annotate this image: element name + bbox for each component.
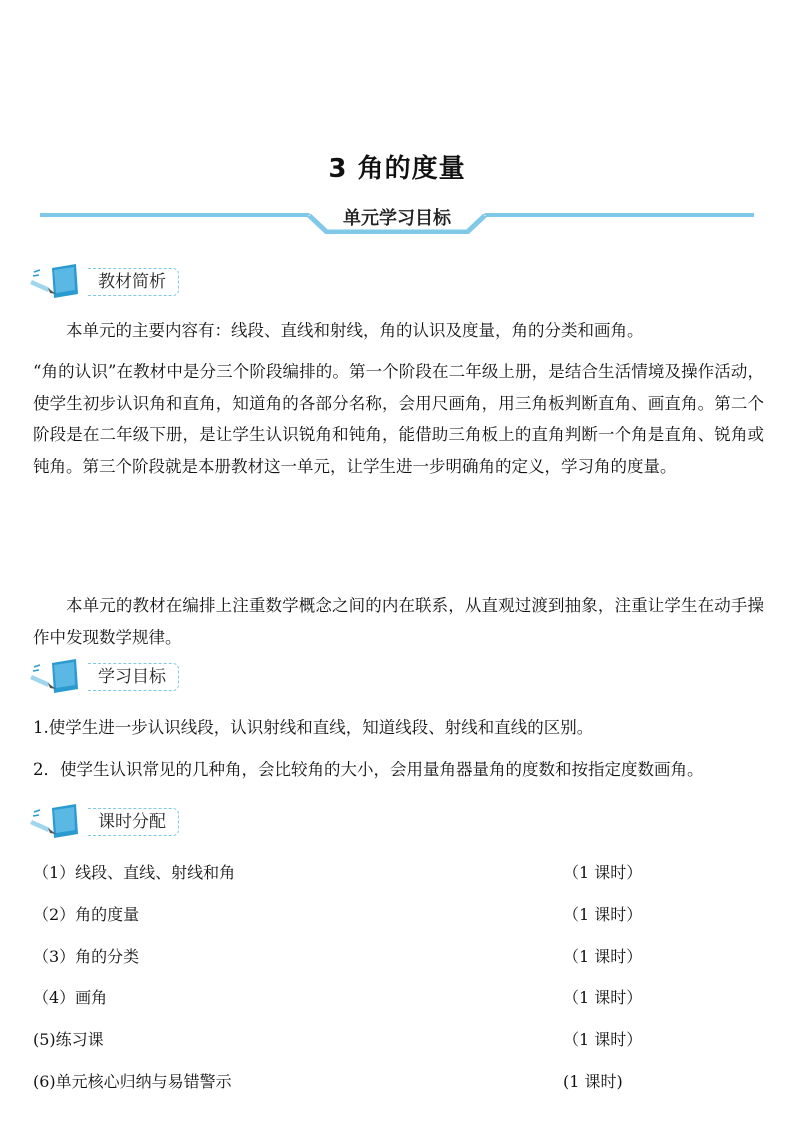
analysis-paragraph-2: “角的认识”在教材中是分三个阶段编排的。第一个阶段在二年级上册，是结合生活情境及操作活动，使学生初步认识角和直角，知道角的各部分名称，会用尺画角，用三角板判断直角、画直角。第二个阶段是在二年级下册，是让学生认识锐角和钝角，能借助三角板上的直角判断一个角是直角、锐角或钝角。第三个阶段就是本册教材这一单元，让学生进一步明确角的定义，学习角的度量。 bbox=[33, 362, 764, 476]
banner-title: 单元学习目标 bbox=[343, 208, 451, 229]
schedule-row bbox=[33, 1027, 733, 1051]
book-pen-icon bbox=[30, 655, 82, 697]
schedule-hours: （1 课时） bbox=[563, 905, 643, 924]
schedule-row bbox=[33, 902, 733, 926]
schedule-lesson: （3）角的分类 bbox=[33, 947, 140, 966]
schedule-hours: （1 课时） bbox=[563, 988, 643, 1007]
goal-item-2: 2．使学生认识常见的几种角，会比较角的大小，会用量角器量角的度数和按指定度数画角。 bbox=[33, 760, 704, 779]
schedule-hours: （1 课时） bbox=[563, 863, 643, 882]
section-title-goals: 学习目标 bbox=[88, 663, 179, 691]
schedule-lesson: （1）线段、直线、射线和角 bbox=[33, 863, 236, 882]
schedule-hours: (1 课时) bbox=[563, 1072, 623, 1091]
schedule-hours: （1 课时） bbox=[563, 1030, 643, 1049]
book-pen-icon bbox=[30, 800, 82, 842]
schedule-lesson: (5)练习课 bbox=[33, 1030, 104, 1049]
book-pen-icon bbox=[30, 260, 82, 302]
analysis-paragraph-3: 本单元的教材在编排上注重数学概念之间的内在联系，从直观过渡到抽象，注重让学生在动手操作中发现数学规律。 bbox=[33, 596, 764, 647]
schedule-lesson: （2）角的度量 bbox=[33, 905, 140, 924]
section-title-schedule: 课时分配 bbox=[88, 808, 179, 836]
schedule-row bbox=[33, 1069, 733, 1093]
schedule-row bbox=[33, 985, 733, 1009]
page-title: 3 角的度量 bbox=[328, 154, 466, 184]
schedule-row bbox=[33, 944, 733, 968]
unit-goals-banner bbox=[40, 200, 754, 234]
analysis-paragraph-1: 本单元的主要内容有：线段、直线和射线，角的认识及度量，角的分类和画角。 bbox=[66, 321, 644, 340]
section-title-analysis: 教材简析 bbox=[88, 268, 179, 296]
schedule-row bbox=[33, 860, 733, 884]
schedule-lesson: （4）画角 bbox=[33, 988, 108, 1007]
goal-item-1: 1.使学生进一步认识线段，认识射线和直线，知道线段、射线和直线的区别。 bbox=[33, 718, 594, 737]
schedule-lesson: (6)单元核心归纳与易错警示 bbox=[33, 1072, 232, 1091]
schedule-hours: （1 课时） bbox=[563, 947, 643, 966]
